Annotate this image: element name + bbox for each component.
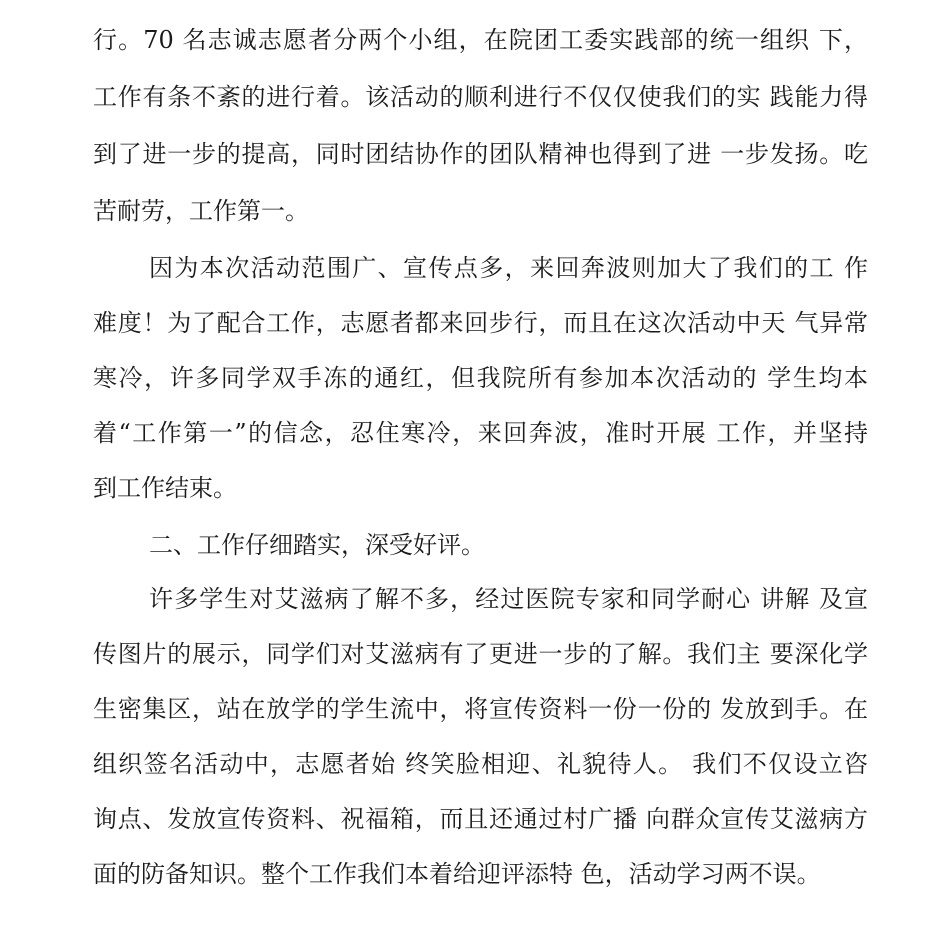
- paragraph-line: 工作有条不紊的进行着。该活动的顺利进行不仅仅使我们的实 践能力得: [93, 83, 868, 111]
- paragraph-line: 询点、发放宣传资料、祝福箱，而且还通过村广播 向群众宣传艾滋病方: [93, 805, 868, 833]
- paragraph-line: 面的防备知识。整个工作我们本着给迎评添特 色，活动学习两不误。: [93, 860, 821, 888]
- paragraph-line: 着“工作第一”的信念，忍住寒冷，来回奔波，准时开展 工作，并坚持: [93, 419, 868, 447]
- paragraph-line: 传图片的展示，同学们对艾滋病有了更进一步的了解。我们主 要深化学: [93, 640, 868, 668]
- section-heading: 二、工作仔细踏实，深受好评。: [149, 531, 485, 559]
- paragraph-line: 到工作结束。: [93, 474, 237, 502]
- paragraph-line: 因为本次活动范围广、宣传点多，来回奔波则加大了我们的工 作: [149, 254, 868, 282]
- paragraph-line: 行。70 名志诚志愿者分两个小组，在院团工委实践部的统一组织 下，: [93, 26, 868, 54]
- paragraph-line: 到了进一步的提高，同时团结协作的团队精神也得到了进 一步发扬。吃: [93, 140, 868, 168]
- paragraph-line: 寒冷，许多同学双手冻的通红，但我院所有参加本次活动的 学生均本: [93, 364, 868, 392]
- paragraph-line: 苦耐劳，工作第一。: [93, 197, 309, 225]
- paragraph-line: 许多学生对艾滋病了解不多，经过医院专家和同学耐心 讲解 及宣: [149, 585, 868, 613]
- paragraph-line: 组织签名活动中，志愿者始 终笑脸相迎、礼貌待人。 我们不仅设立咨: [93, 750, 868, 778]
- paragraph-line: 难度！为了配合工作，志愿者都来回步行，而且在这次活动中天 气异常: [93, 309, 868, 337]
- paragraph-line: 生密集区，站在放学的学生流中，将宣传资料一份一份的 发放到手。在: [93, 695, 868, 723]
